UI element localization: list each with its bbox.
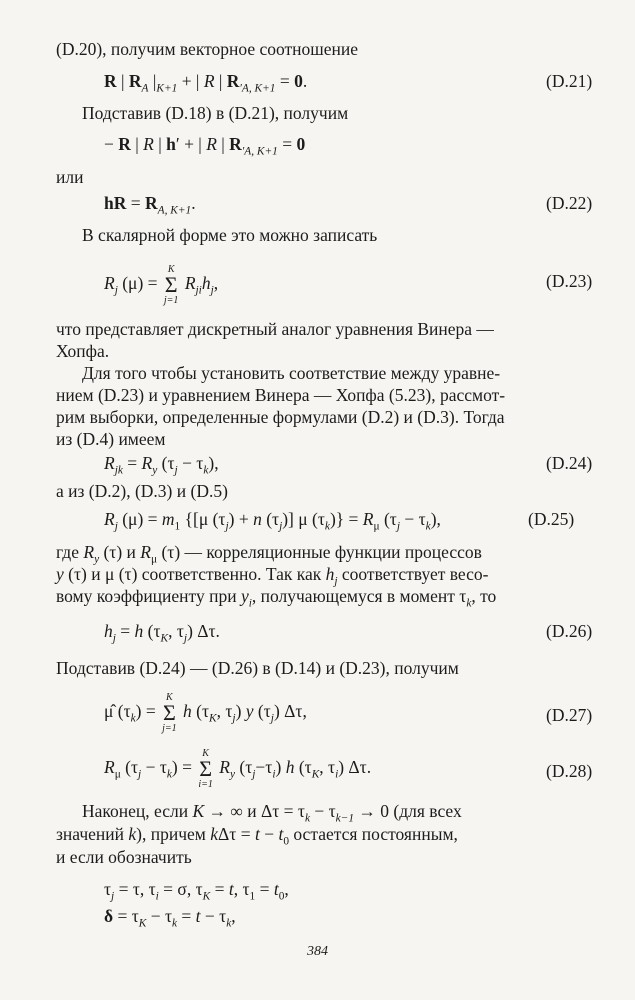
formula-line: $\tau_j = \tau$, $\tau_i = \sigma$, $\tau_K = t$, $\tau_1 = t_0$,	[104, 879, 289, 903]
text-line: Хопфа.	[56, 341, 110, 361]
formula-d21: R | $R_A$ $|_{K+1}$ + | R | $R_{'A, K+1} = 0$.	[104, 71, 308, 95]
text-line: или	[56, 167, 84, 187]
formula-d25: $R_j$ $(\mu) = m_1$ {[μ $(\tau_j) + n$ $(\tau_j)$] μ $(\tau_k)\} = R_\mu$ $(\tau_j - \tau_k)$,	[104, 509, 441, 533]
formula-d23: $R_j$ (μ) = K Σ j=1 $R_{ji}h_j$,	[104, 264, 219, 306]
equation-number: (D.27)	[546, 705, 593, 725]
formula-line: $\delta = \tau_K - \tau_k = t - \tau_k$,	[104, 906, 236, 930]
text-line: что представляет дискретный аналог уравнения Винера —	[56, 319, 494, 339]
formula-d28: $R_\mu$ $(\tau_j - \tau_k)$ = K Σ i=1 $R_y$ $(\tau_j-\tau_i)$ h ($\tau_K$, $\tau_i$) Δτ.	[104, 748, 372, 790]
text-line: Наконец, если K → ∞ и $\Delta\tau = \tau_k - \tau_{k-1} \to 0$ (для всех	[82, 801, 462, 825]
formula-d26: $h_j = h$ ($\tau_K$, $\tau_j$) Δτ.	[104, 621, 220, 645]
text-line: Подставив (D.18) в (D.21), получим	[82, 103, 349, 123]
text-line: (D.20), получим векторное соотношение	[56, 39, 359, 59]
equation-number: (D.25)	[528, 509, 575, 529]
sum-sign: K Σ j=1	[162, 692, 177, 734]
text-line: вому коэффициенту при $y_i$, получающемуся в момент $\tau_k$, то	[56, 586, 497, 610]
text-line: Для того чтобы установить соответствие между уравне-	[82, 363, 501, 383]
text-line: рим выборки, определенные формулами (D.2) и (D.3). Тогда	[56, 407, 505, 427]
page-number: 384	[307, 944, 328, 959]
formula-d22: hR = $R_{A, K+1}$.	[104, 193, 196, 217]
text-line: из (D.4) имеем	[56, 429, 166, 449]
text-line: и если обозначить	[56, 847, 192, 867]
equation-number: (D.24)	[546, 453, 593, 473]
formula-line: − R | R | h′ + | R | $R_{'A, K+1} = 0$	[104, 134, 306, 158]
equation-number: (D.26)	[546, 621, 593, 641]
sum-sign: K Σ j=1	[163, 264, 179, 306]
text-line: нием (D.23) и уравнением Винера — Хопфа (5.23), рассмот-	[56, 385, 506, 405]
text-line: Подставив (D.24) — (D.26) в (D.14) и (D.23), получим	[56, 658, 459, 678]
text-line: а из (D.2), (D.3) и (D.5)	[56, 481, 228, 501]
equation-number: (D.28)	[546, 761, 593, 781]
text-line: значений k), причем $k\Delta\tau = t - t_0$ остается постоянным,	[56, 824, 458, 848]
sum-sign: K Σ i=1	[198, 748, 213, 790]
equation-number: (D.22)	[546, 193, 593, 213]
text-line: где $R_y$ (τ) и $R_\mu$ (τ) — корреляционные функции процессов	[56, 542, 482, 566]
formula-d24: $R_{jk} = R_y$ $(\tau_j - \tau_k)$,	[104, 453, 219, 477]
text-line: y (τ) и μ (τ) соответственно. Так как $h_j$ соответствует весо-	[56, 564, 489, 588]
formula-d27: μ̂ $(\tau_k)$ = K Σ j=1 h ($\tau_K$, $\tau_j$) y $(\tau_j)$ Δτ,	[104, 692, 307, 734]
equation-number: (D.23)	[546, 271, 593, 291]
equation-number: (D.21)	[546, 71, 593, 91]
text-line: В скалярной форме это можно записать	[82, 225, 378, 245]
